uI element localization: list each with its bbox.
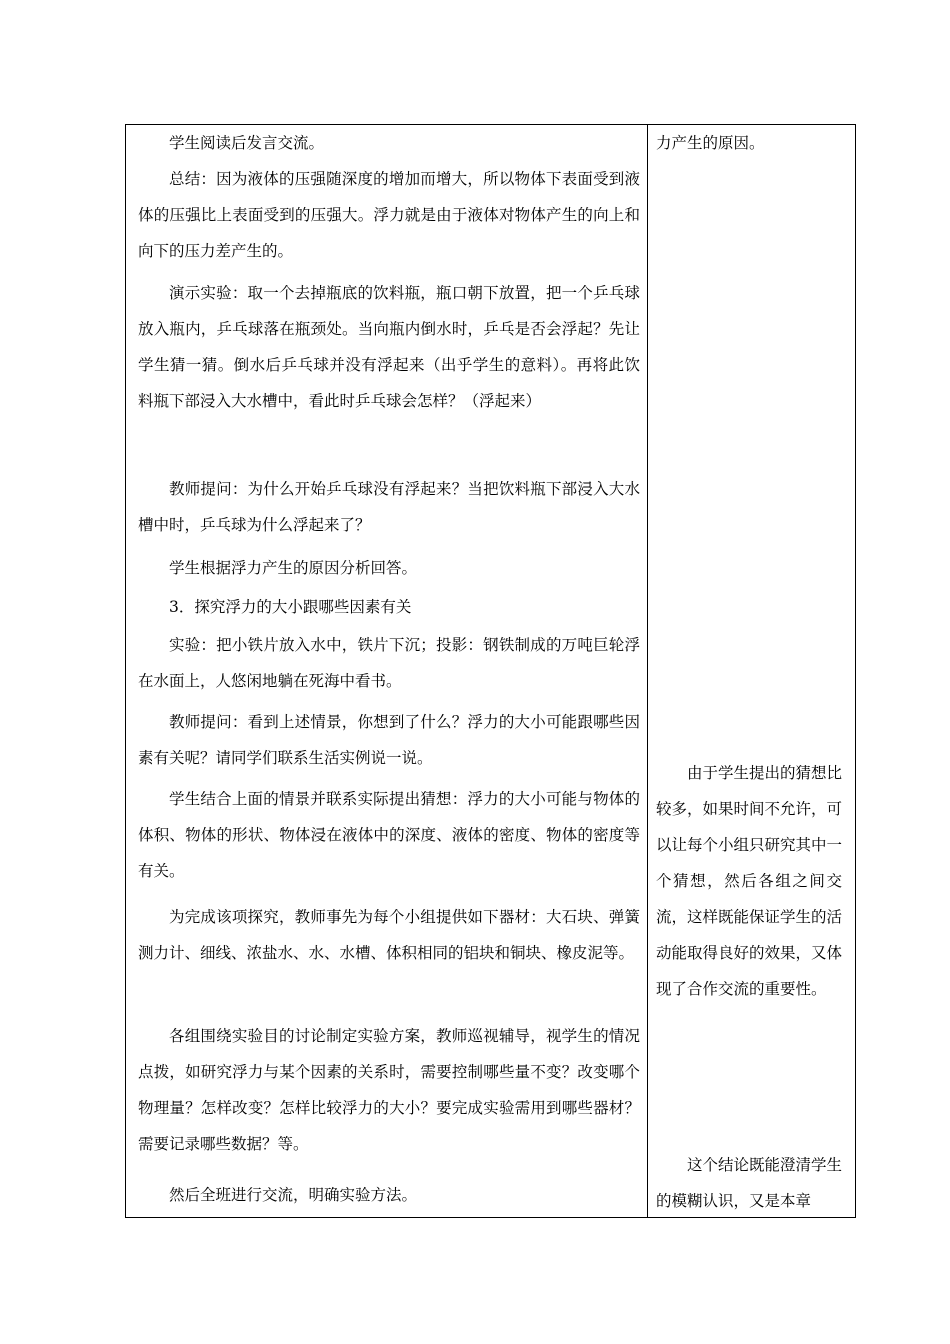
paragraph-group-plan: 各组围绕实验目的讨论制定实验方案，教师巡视辅导，视学生的情况点拨，如研究浮力与某个因素的关系时，需要控制哪些量不变？改变哪个物理量？怎样改变？怎样比较浮力的大小？要完成实验需用到哪些器材？需要记录哪些数据？等。: [138, 1027, 640, 1153]
paragraph-class-exchange: 然后全班进行交流，明确实验方法。: [169, 1186, 418, 1204]
section-heading-3: 3．探究浮力的大小跟哪些因素有关: [169, 598, 412, 616]
paragraph-demo-experiment: 演示实验：取一个去掉瓶底的饮料瓶，瓶口朝下放置，把一个乒乓球放入瓶内，乒乓球落在瓶颈处。当向瓶内倒水时，乒乓是否会浮起？先让学生猜一猜。倒水后乒乓球并没有浮起来（出乎学生的意料）。再将此饮料瓶下部浸入大水槽中，看此时乒乓球会怎样？（浮起来）: [138, 284, 640, 410]
paragraph-summary: 总结：因为液体的压强随深度的增加而增大，所以物体下表面受到液体的压强比上表面受到的压强大。浮力就是由于液体对物体产生的向上和向下的压力差产生的。: [138, 170, 640, 260]
paragraph-teacher-question-1: 教师提问：为什么开始乒乓球没有浮起来？当把饮料瓶下部浸入大水槽中时，乒乓球为什么浮起来了？: [138, 480, 640, 534]
note-cause-of-buoyancy: 力产生的原因。: [656, 134, 765, 152]
note-conclusion: 这个结论既能澄清学生的模糊认识，又是本章: [656, 1156, 843, 1210]
paragraph-discussion: 学生阅读后发言交流。: [169, 134, 325, 152]
note-hypothesis-grouping: 由于学生提出的猜想比较多，如果时间不允许，可以让每个小组只研究其中一个猜想，然后各组之间交流，这样既能保证学生的活动能取得良好的效果，又体现了合作交流的重要性。: [656, 764, 843, 998]
paragraph-student-answer: 学生根据浮力产生的原因分析回答。: [169, 559, 418, 577]
paragraph-equipment: 为完成该项探究，教师事先为每个小组提供如下器材：大石块、弹簧测力计、细线、浓盐水、水、水槽、体积相同的铝块和铜块、橡皮泥等。: [138, 908, 640, 962]
lesson-table: [125, 124, 856, 1218]
paragraph-teacher-question-2: 教师提问：看到上述情景，你想到了什么？浮力的大小可能跟哪些因素有关呢？请同学们联系生活实例说一说。: [138, 713, 640, 767]
column-divider: [647, 125, 648, 1217]
paragraph-experiment: 实验：把小铁片放入水中，铁片下沉；投影：钢铁制成的万吨巨轮浮在水面上，人悠闲地躺在死海中看书。: [138, 636, 640, 690]
paragraph-student-hypothesis: 学生结合上面的情景并联系实际提出猜想：浮力的大小可能与物体的体积、物体的形状、物体浸在液体中的深度、液体的密度、物体的密度等有关。: [138, 790, 640, 880]
